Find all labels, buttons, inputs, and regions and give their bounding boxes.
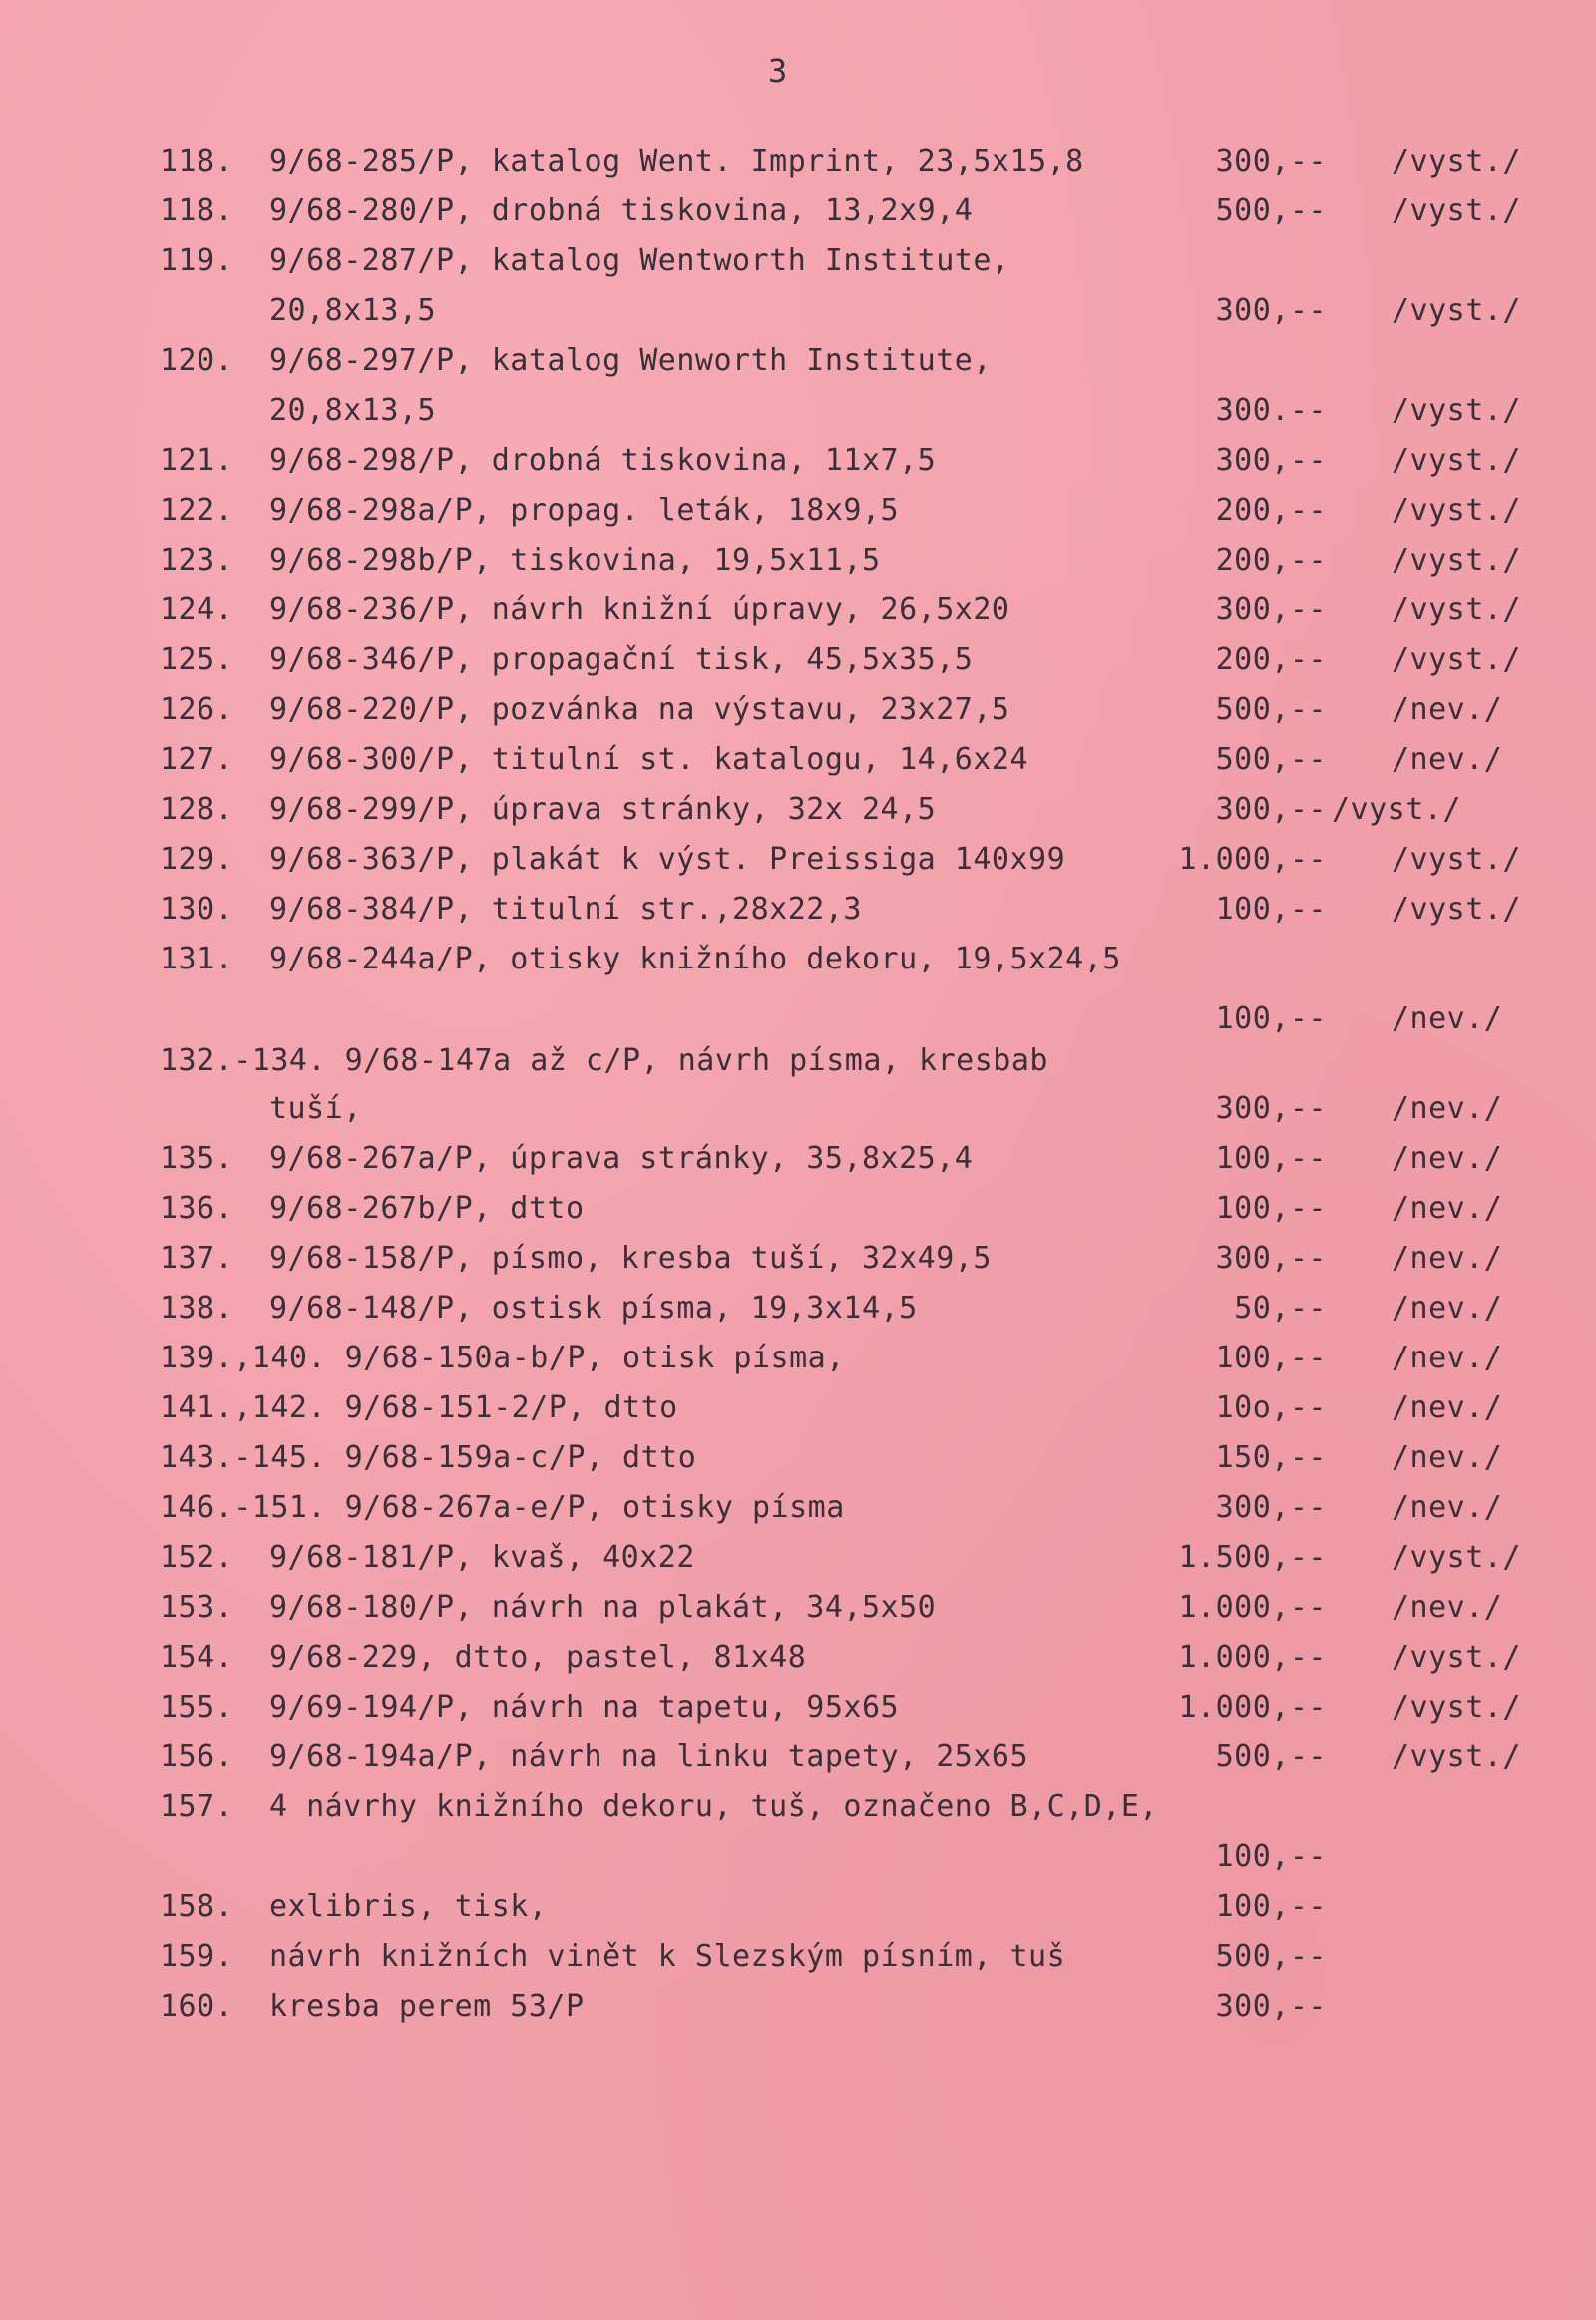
list-item <box>0 838 1596 882</box>
entry-status: /vyst./ <box>1332 792 1461 827</box>
entry-number: 127. <box>160 742 234 777</box>
list-item <box>0 638 1596 682</box>
entry-price: 300,-- <box>1215 792 1327 827</box>
entry-price: 1.000,-- <box>1178 1690 1327 1725</box>
entry-price: 100,-- <box>1215 1839 1327 1874</box>
list-item <box>0 1386 1596 1430</box>
entry-description: 9/68-299/P, úprava stránky, 32x 24,5 <box>269 792 937 827</box>
entry-price: 300.-- <box>1215 393 1327 428</box>
list-item-continuation <box>0 289 1596 333</box>
entry-status: /vyst./ <box>1392 293 1521 328</box>
list-item <box>0 738 1596 782</box>
entry-price: 300,-- <box>1215 144 1327 179</box>
entry-status: /nev./ <box>1392 1341 1503 1375</box>
list-item <box>0 588 1596 632</box>
entry-price: 200,-- <box>1215 642 1327 677</box>
entry-price: 500,-- <box>1215 1939 1327 1974</box>
entry-price: 150,-- <box>1215 1440 1327 1475</box>
list-item-continuation <box>0 1835 1596 1879</box>
entry-description: 9/68-298/P, drobná tiskovina, 11x7,5 <box>269 443 937 478</box>
entry-description: 9/68-220/P, pozvánka na výstavu, 23x27,5 <box>269 692 1010 727</box>
entry-description: 9/68-363/P, plakát k výst. Preissiga 140x99 <box>269 842 1066 877</box>
entry-number: 119. <box>160 243 234 278</box>
page-number: 3 <box>768 52 789 90</box>
entry-number: 154. <box>160 1640 234 1675</box>
list-item <box>0 688 1596 732</box>
entry-price: 100,-- <box>1215 1889 1327 1924</box>
entry-number: 118. <box>160 193 234 228</box>
entry-price: 1.500,-- <box>1178 1540 1327 1575</box>
list-item <box>0 1985 1596 2029</box>
entry-price: 1.000,-- <box>1178 1590 1327 1625</box>
entry-status: /vyst./ <box>1392 493 1521 528</box>
entry-status: /vyst./ <box>1392 642 1521 677</box>
list-item <box>0 1736 1596 1779</box>
list-item <box>0 1885 1596 1929</box>
entry-description: 9/68-267b/P, dtto <box>269 1191 585 1226</box>
entry-number: 123. <box>160 543 234 578</box>
entry-number: 126. <box>160 692 234 727</box>
entry-number: 155. <box>160 1690 234 1725</box>
list-item <box>0 888 1596 932</box>
entry-description: návrh knižních vinět k Slezským písním, tuš <box>269 1939 1066 1974</box>
entry-status: /vyst./ <box>1392 842 1521 877</box>
entry-price: 50,-- <box>1234 1291 1327 1326</box>
list-item <box>0 1536 1596 1580</box>
entry-status: /vyst./ <box>1392 543 1521 578</box>
list-item <box>0 1187 1596 1231</box>
entry-description: 9/68-346/P, propagační tisk, 45,5x35,5 <box>269 642 974 677</box>
list-item-continuation <box>0 1087 1596 1131</box>
entry-price: 100,-- <box>1215 892 1327 927</box>
entry-description-continuation: 20,8x13,5 <box>269 293 437 328</box>
entry-description: 9/68-194a/P, návrh na linku tapety, 25x65 <box>269 1740 1029 1774</box>
entry-description: 9/68-287/P, katalog Wentworth Institute, <box>269 243 1010 278</box>
entry-description: 132.-134. 9/68-147a až c/P, návrh písma, kresbab <box>160 1043 1048 1078</box>
entry-number: 160. <box>160 1989 234 2024</box>
entry-description: 141.,142. 9/68-151-2/P, dtto <box>160 1390 678 1425</box>
entry-price: 1.000,-- <box>1178 842 1327 877</box>
entry-status: /nev./ <box>1392 1001 1503 1036</box>
entry-description: 9/69-194/P, návrh na tapetu, 95x65 <box>269 1690 900 1725</box>
entry-number: 129. <box>160 842 234 877</box>
entry-number: 124. <box>160 592 234 627</box>
entry-price: 300,-- <box>1215 1241 1327 1276</box>
entry-status: /vyst./ <box>1392 144 1521 179</box>
entry-number: 122. <box>160 493 234 528</box>
entry-price: 500,-- <box>1215 742 1327 777</box>
entry-price: 500,-- <box>1215 1740 1327 1774</box>
entry-description: 9/68-285/P, katalog Went. Imprint, 23,5x15,8 <box>269 144 1084 179</box>
entry-description: kresba perem 53/P <box>269 1989 585 2024</box>
list-item <box>0 1636 1596 1680</box>
entry-price: 300,-- <box>1215 592 1327 627</box>
entry-number: 159. <box>160 1939 234 1974</box>
list-item <box>0 1686 1596 1730</box>
entry-description: 9/68-300/P, titulní st. katalogu, 14,6x24 <box>269 742 1029 777</box>
entry-description: 9/68-298b/P, tiskovina, 19,5x11,5 <box>269 543 881 578</box>
entry-description: 9/68-180/P, návrh na plakát, 34,5x50 <box>269 1590 937 1625</box>
entry-number: 153. <box>160 1590 234 1625</box>
entry-price: 200,-- <box>1215 493 1327 528</box>
entry-price: 500,-- <box>1215 193 1327 228</box>
entry-number: 128. <box>160 792 234 827</box>
entry-description: 9/68-297/P, katalog Wenworth Institute, <box>269 343 992 378</box>
entry-status: /nev./ <box>1392 1590 1503 1625</box>
entry-status: /vyst./ <box>1392 1690 1521 1725</box>
entry-description: exlibris, tisk, <box>269 1889 548 1924</box>
entry-status: /nev./ <box>1392 1141 1503 1176</box>
entry-number: 131. <box>160 942 234 976</box>
entry-status: /nev./ <box>1392 1291 1503 1326</box>
entry-price: 500,-- <box>1215 692 1327 727</box>
entry-price: 300,-- <box>1215 293 1327 328</box>
entry-description: 4 návrhy knižního dekoru, tuš, označeno B,C,D,E, <box>269 1789 1158 1824</box>
list-item <box>0 788 1596 832</box>
list-item <box>0 1486 1596 1530</box>
entry-price: 100,-- <box>1215 1191 1327 1226</box>
list-item <box>0 1237 1596 1281</box>
entry-price: 1.000,-- <box>1178 1640 1327 1675</box>
entry-status: /nev./ <box>1392 1490 1503 1525</box>
list-item <box>0 1586 1596 1630</box>
entry-number: 137. <box>160 1241 234 1276</box>
entry-status: /vyst./ <box>1392 1540 1521 1575</box>
list-item <box>0 339 1596 383</box>
entry-status: /nev./ <box>1392 1241 1503 1276</box>
entry-number: 121. <box>160 443 234 478</box>
entry-description: 9/68-298a/P, propag. leták, 18x9,5 <box>269 493 900 528</box>
entry-price: 10o,-- <box>1215 1390 1327 1425</box>
entry-description-continuation: tuší, <box>269 1091 362 1126</box>
entry-price: 300,-- <box>1215 1490 1327 1525</box>
list-item <box>0 1935 1596 1979</box>
entry-description: 9/68-384/P, titulní str.,28x22,3 <box>269 892 862 927</box>
entry-status: /nev./ <box>1392 742 1503 777</box>
entry-price: 300,-- <box>1215 1989 1327 2024</box>
entry-description-continuation: 20,8x13,5 <box>269 393 437 428</box>
entry-description: 139.,140. 9/68-150a-b/P, otisk písma, <box>160 1341 845 1375</box>
list-item-continuation <box>0 997 1596 1041</box>
entry-status: /vyst./ <box>1392 193 1521 228</box>
list-item <box>0 539 1596 582</box>
entry-description: 9/68-229, dtto, pastel, 81x48 <box>269 1640 807 1675</box>
entry-description: 9/68-158/P, písmo, kresba tuší, 32x49,5 <box>269 1241 992 1276</box>
entry-number: 120. <box>160 343 234 378</box>
entry-description: 143.-145. 9/68-159a-c/P, dtto <box>160 1440 697 1475</box>
entry-description: 9/68-280/P, drobná tiskovina, 13,2x9,4 <box>269 193 974 228</box>
entry-status: /nev./ <box>1392 692 1503 727</box>
list-item <box>0 1137 1596 1181</box>
list-item <box>0 938 1596 981</box>
entry-number: 130. <box>160 892 234 927</box>
entry-number: 136. <box>160 1191 234 1226</box>
entry-status: /vyst./ <box>1392 892 1521 927</box>
list-item <box>0 1785 1596 1829</box>
entry-description: 9/68-244a/P, otisky knižního dekoru, 19,5x24,5 <box>269 942 1121 976</box>
entry-price: 300,-- <box>1215 1091 1327 1126</box>
entry-description: 9/68-267a/P, úprava stránky, 35,8x25,4 <box>269 1141 974 1176</box>
list-item-continuation <box>0 389 1596 433</box>
list-item <box>0 190 1596 233</box>
entry-status: /vyst./ <box>1392 393 1521 428</box>
entry-status: /vyst./ <box>1392 1640 1521 1675</box>
entry-number: 125. <box>160 642 234 677</box>
list-item <box>0 1337 1596 1380</box>
entry-price: 200,-- <box>1215 543 1327 578</box>
entry-price: 100,-- <box>1215 1001 1327 1036</box>
list-item <box>0 439 1596 483</box>
entry-number: 138. <box>160 1291 234 1326</box>
entry-number: 157. <box>160 1789 234 1824</box>
entry-status: /vyst./ <box>1392 592 1521 627</box>
list-item <box>0 239 1596 283</box>
list-item <box>0 489 1596 533</box>
list-item <box>0 140 1596 184</box>
entry-price: 100,-- <box>1215 1141 1327 1176</box>
entry-number: 152. <box>160 1540 234 1575</box>
entry-price: 100,-- <box>1215 1341 1327 1375</box>
entry-status: /nev./ <box>1392 1390 1503 1425</box>
entry-number: 156. <box>160 1740 234 1774</box>
entry-number: 135. <box>160 1141 234 1176</box>
entry-number: 158. <box>160 1889 234 1924</box>
entry-status: /nev./ <box>1392 1091 1503 1126</box>
list-item <box>0 1436 1596 1480</box>
entry-status: /vyst./ <box>1392 443 1521 478</box>
list-item <box>0 1039 1596 1083</box>
entry-status: /nev./ <box>1392 1191 1503 1226</box>
entry-price: 300,-- <box>1215 443 1327 478</box>
entry-number: 118. <box>160 144 234 179</box>
entry-description: 9/68-236/P, návrh knižní úpravy, 26,5x20 <box>269 592 1010 627</box>
entry-description: 9/68-181/P, kvaš, 40x22 <box>269 1540 695 1575</box>
entry-description: 146.-151. 9/68-267a-e/P, otisky písma <box>160 1490 845 1525</box>
entry-description: 9/68-148/P, ostisk písma, 19,3x14,5 <box>269 1291 918 1326</box>
entry-status: /nev./ <box>1392 1440 1503 1475</box>
list-item <box>0 1287 1596 1331</box>
entry-status: /vyst./ <box>1392 1740 1521 1774</box>
